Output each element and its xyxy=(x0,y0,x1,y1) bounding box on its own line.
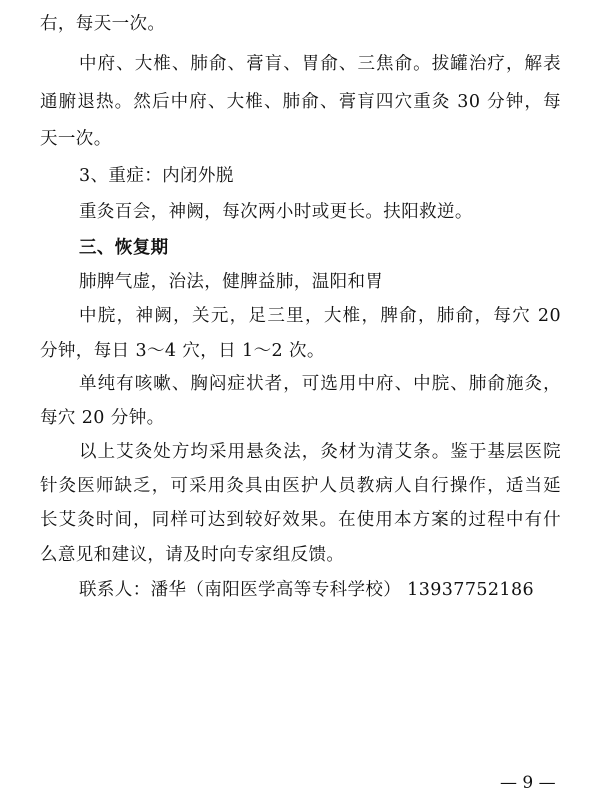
text-line: 针灸医师缺乏，可采用灸具由医护人员教病人自行操作，适当延 xyxy=(40,476,561,496)
text-line: 每穴 20 分钟。 xyxy=(40,408,165,428)
subheading: 3、重症：内闭外脱 xyxy=(79,166,234,186)
page-number: — 9 — xyxy=(500,773,556,793)
text-line: 中脘，神阙，关元，足三里，大椎，脾俞，肺俞，每穴 20 xyxy=(79,306,561,326)
section-heading: 三、恢复期 xyxy=(79,238,169,258)
contact-line: 联系人：潘华（南阳医学高等专科学校） 13937752186 xyxy=(79,580,535,600)
text-line: 么意见和建议，请及时向专家组反馈。 xyxy=(40,545,345,565)
text-line: 长艾灸时间，同样可达到较好效果。在使用本方案的过程中有什 xyxy=(40,510,561,530)
text-line: 右，每天一次。 xyxy=(40,14,166,34)
text-line: 通腑退热。然后中府、大椎、肺俞、膏肓四穴重灸 30 分钟，每 xyxy=(40,92,561,112)
text-line: 中府、大椎、肺俞、膏肓、胃俞、三焦俞。拔罐治疗，解表 xyxy=(79,54,561,74)
text-line: 天一次。 xyxy=(40,129,112,149)
text-line: 肺脾气虚，治法，健脾益肺，温阳和胃 xyxy=(79,272,384,292)
text-line: 重灸百会，神阙，每次两小时或更长。扶阳救逆。 xyxy=(79,202,473,222)
text-line: 单纯有咳嗽、胸闷症状者，可选用中府、中脘、肺俞施灸， xyxy=(79,374,561,394)
text-line: 分钟，每日 3～4 穴，日 1～2 次。 xyxy=(40,341,325,361)
text-line: 以上艾灸处方均采用悬灸法，灸材为清艾条。鉴于基层医院 xyxy=(79,442,561,462)
